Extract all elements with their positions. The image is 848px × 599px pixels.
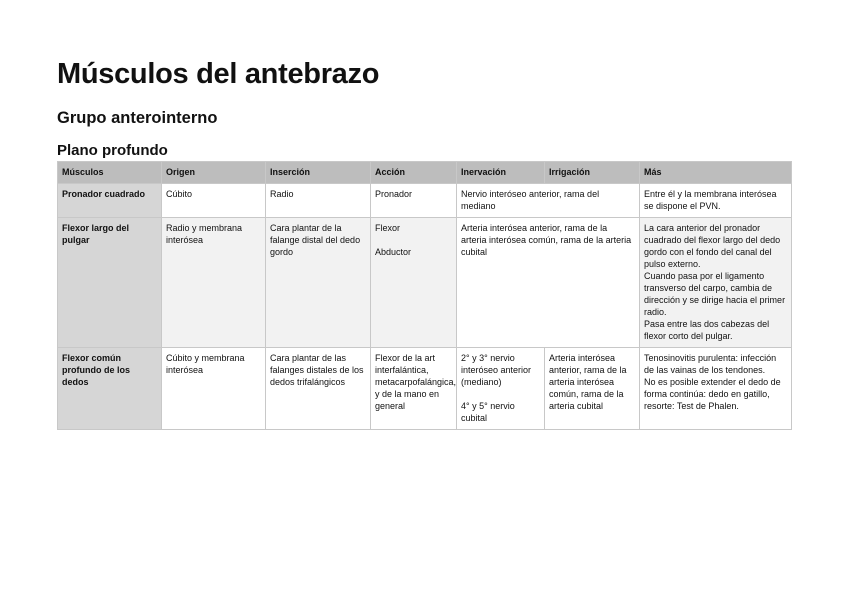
cell-innervation-irrigation: Arteria interósea anterior, rama de la arteria interósea común, rama de la arteria cubital [457, 218, 640, 348]
more-line: Pasa entre las dos cabezas del flexor corto del pulgar. [644, 319, 770, 341]
innervation-line: 4° y 5° nervio cubital [461, 401, 515, 423]
more-line: No es posible extender el dedo de forma continúa: dedo en gatillo, resorte: Test de Phalen. [644, 377, 781, 411]
muscles-table [57, 161, 792, 430]
cell-innervation-irrigation: Nervio interóseo anterior, rama del mediano [457, 184, 640, 218]
header-innervation: Inervación [457, 162, 545, 184]
cell-more [640, 218, 792, 348]
table-header-row [58, 162, 792, 184]
header-irrigation: Irrigación [545, 162, 640, 184]
section-title: Grupo anterointerno [57, 109, 218, 127]
cell-action [371, 218, 457, 348]
table-row [58, 348, 792, 430]
more-line: La cara anterior del pronador cuadrado del flexor largo del dedo gordo con el fondo del canal del pulso externo. [644, 223, 781, 269]
header-action: Acción [371, 162, 457, 184]
page-title: Músculos del antebrazo [57, 58, 380, 90]
cell-action: Flexor de la art interfalántica, metacarpofalángica, y de la mano en general [371, 348, 457, 430]
cell-more [640, 348, 792, 430]
action-line: Abductor [375, 247, 412, 257]
header-origin: Origen [162, 162, 266, 184]
action-line: Flexor [375, 223, 401, 233]
cell-more: Entre él y la membrana interósea se dispone el PVN. [640, 184, 792, 218]
more-line: Tenosinovitis purulenta: infección de las vainas de los tendones. [644, 353, 777, 375]
subsection-title: Plano profundo [57, 142, 168, 159]
cell-irrigation: Arteria interósea anterior, rama de la arteria interósea común, rama de la arteria cubital [545, 348, 640, 430]
cell-insertion: Radio [266, 184, 371, 218]
header-insertion: Inserción [266, 162, 371, 184]
innervation-line: 2° y 3° nervio interóseo anterior (mediano) [461, 353, 532, 387]
more-line: Cuando pasa por el ligamento transverso del carpo, cambia de dirección y se dirige hacia el primer radio. [644, 271, 786, 317]
cell-innervation [457, 348, 545, 430]
cell-origin: Cúbito [162, 184, 266, 218]
header-muscles: Músculos [58, 162, 162, 184]
cell-origin: Radio y membrana interósea [162, 218, 266, 348]
cell-muscle: Flexor largo del pulgar [58, 218, 162, 348]
cell-action: Pronador [371, 184, 457, 218]
table-row [58, 184, 792, 218]
cell-insertion: Cara plantar de las falanges distales de los dedos trifalángicos [266, 348, 371, 430]
cell-insertion: Cara plantar de la falange distal del dedo gordo [266, 218, 371, 348]
cell-origin: Cúbito y membrana interósea [162, 348, 266, 430]
header-more: Más [640, 162, 792, 184]
table-row [58, 218, 792, 348]
cell-muscle: Flexor común profundo de los dedos [58, 348, 162, 430]
cell-muscle: Pronador cuadrado [58, 184, 162, 218]
